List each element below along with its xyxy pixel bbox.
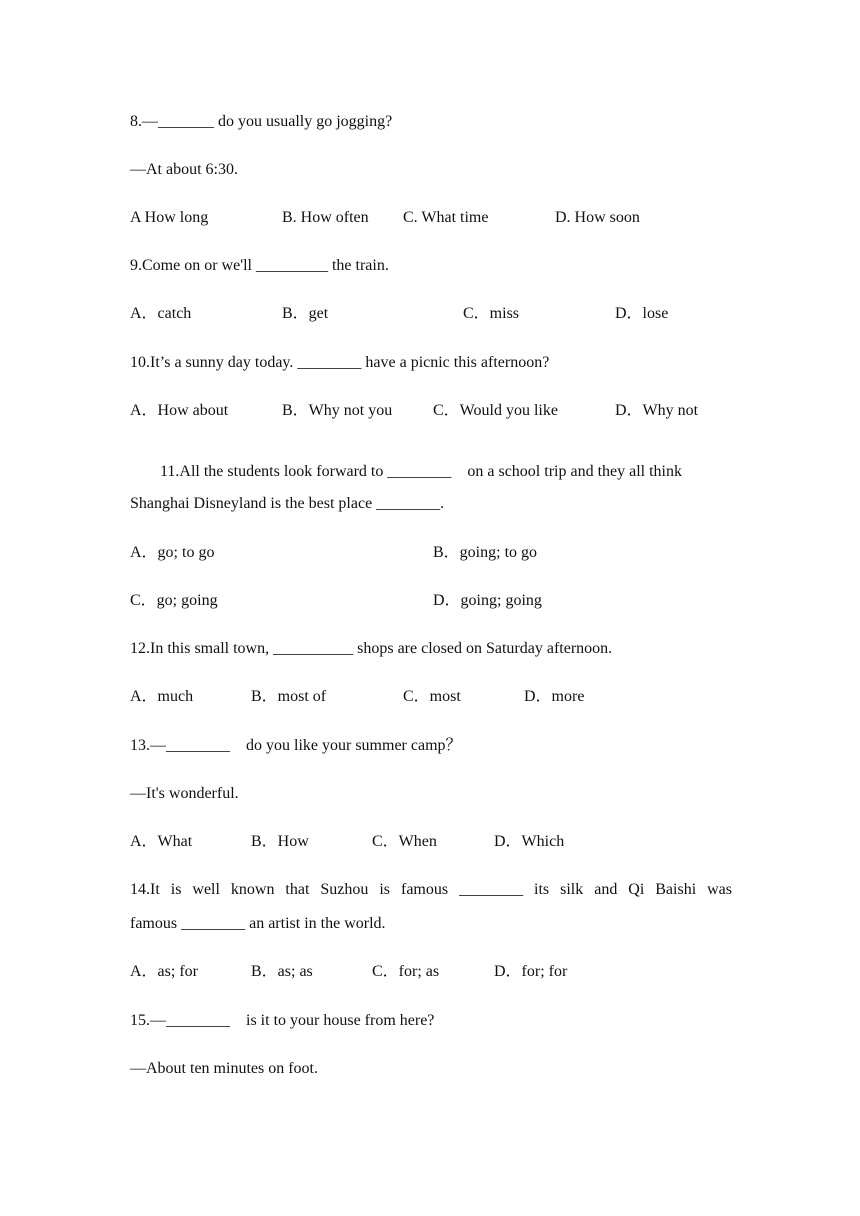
question-14-stem-line-1: 14.It is well known that Suzhou is famous ________ its silk and Qi Baishi was [130,881,732,898]
question-13-option-c: C．When [372,833,437,850]
question-11-option-a: A．go; to go [130,544,215,561]
question-11-stem-line-1: 11.All the students look forward to ________ on a school trip and they all think [160,463,682,480]
question-10-stem: 10.It’s a sunny day today. ________ have a picnic this afternoon? [130,354,550,371]
question-8-option-a: A How long [130,209,209,226]
question-11-stem-line-2: Shanghai Disneyland is the best place ________. [130,495,445,512]
question-8-option-b: B. How often [282,209,369,226]
question-12-option-b: B．most of [251,688,327,705]
question-14-option-c: C．for; as [372,963,440,980]
question-14-option-a: A．as; for [130,963,198,980]
question-9-option-d: D．lose [615,305,669,322]
question-8-stem: 8.—_______ do you usually go jogging? [130,113,393,130]
question-10-option-d: D．Why not [615,402,699,419]
question-8-option-d: D. How soon [555,209,640,226]
question-12-option-c: C．most [403,688,461,705]
question-8-option-c: C. What time [403,209,489,226]
question-14-option-d: D．for; for [494,963,568,980]
question-11-option-d: D．going; going [433,592,542,609]
question-12-option-a: A．much [130,688,194,705]
question-9-stem: 9.Come on or we'll _________ the train. [130,257,389,274]
question-11-option-b: B．going; to go [433,544,538,561]
question-9-option-c: C．miss [463,305,520,322]
question-14-stem-line-2: famous ________ an artist in the world. [130,915,386,932]
question-15-reply: —About ten minutes on foot. [130,1060,318,1077]
question-13-stem: 13.—________ do you like your summer camp？ [130,737,462,754]
question-10-option-c: C．Would you like [433,402,558,419]
question-13-option-d: D．Which [494,833,565,850]
question-13-option-a: A．What [130,833,193,850]
question-9-option-b: B．get [282,305,329,322]
question-13-option-b: B．How [251,833,309,850]
question-8-reply: —At about 6:30. [130,161,238,178]
question-10-option-b: B．Why not you [282,402,393,419]
question-12-option-d: D．more [524,688,585,705]
question-14-option-b: B．as; as [251,963,313,980]
question-9-option-a: A．catch [130,305,192,322]
question-13-reply: —It's wonderful. [130,785,239,802]
question-12-stem: 12.In this small town, __________ shops are closed on Saturday afternoon. [130,640,613,657]
question-15-stem: 15.—________ is it to your house from here? [130,1012,435,1029]
question-10-option-a: A．How about [130,402,229,419]
question-11-option-c: C．go; going [130,592,218,609]
